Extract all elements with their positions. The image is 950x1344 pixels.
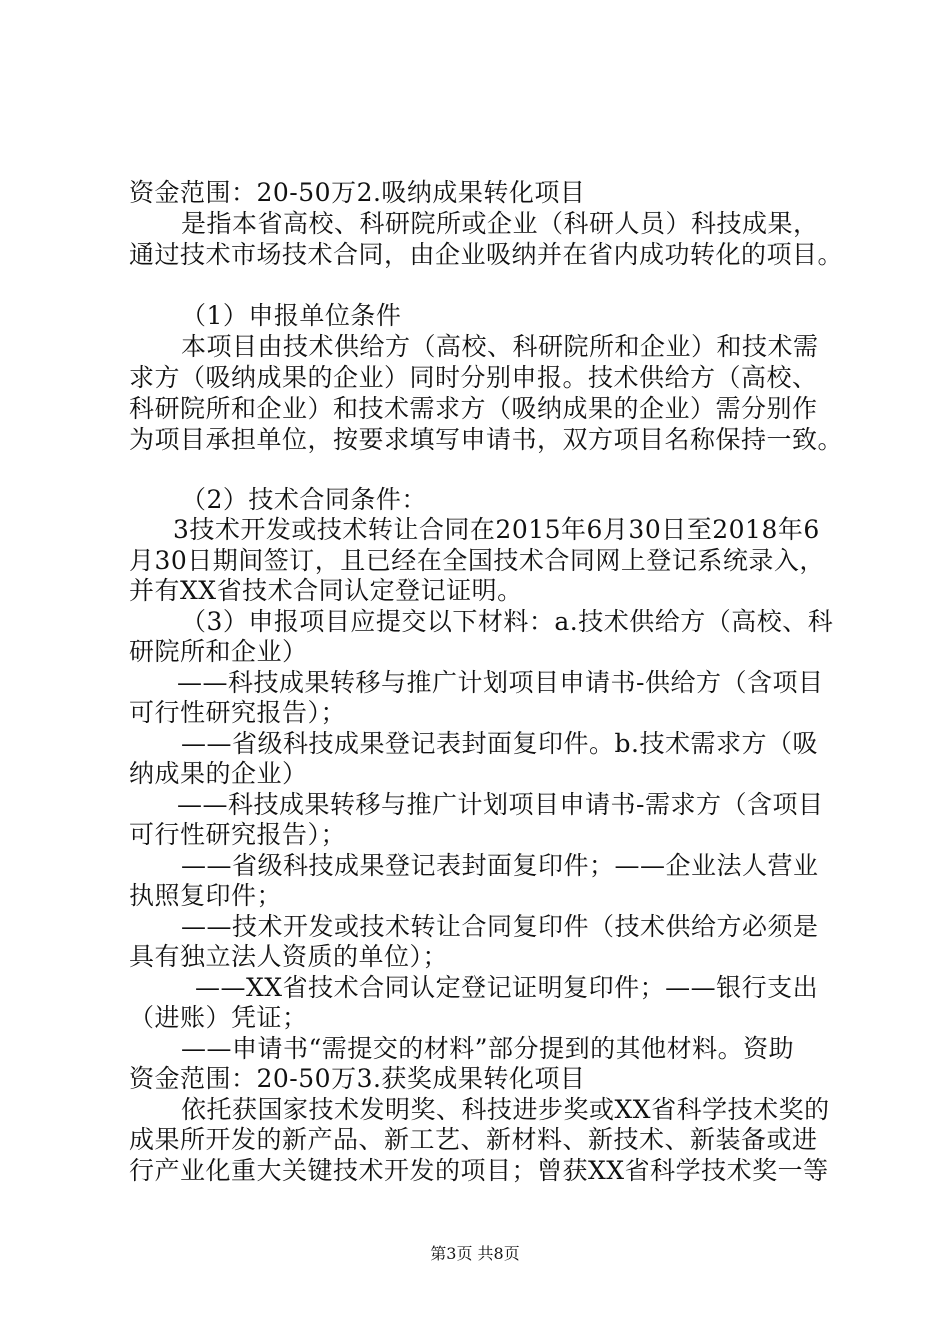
text-line: 可行性研究报告）； xyxy=(129,820,347,849)
text-line: （3）申报项目应提交以下材料：a.技术供给方（高校、科 xyxy=(181,607,834,636)
text-line: （1）申报单位条件 xyxy=(181,301,402,330)
text-line: ——科技成果转移与推广计划项目申请书-需求方（含项目 xyxy=(177,790,824,819)
text-line: 通过技术市场技术合同，由企业吸纳并在省内成功转化的项目。 xyxy=(129,240,844,269)
text-line: ——省级科技成果登记表封面复印件。b.技术需求方（吸 xyxy=(181,729,818,758)
text-line: 具有独立法人资质的单位）； xyxy=(129,942,449,971)
text-line: ——XX省技术合同认定登记证明复印件；——银行支出 xyxy=(195,973,819,1002)
text-line: 月30日期间签订，且已经在全国技术合同网上登记系统录入， xyxy=(129,546,825,575)
text-line: 科研院所和企业）和技术需求方（吸纳成果的企业）需分别作 xyxy=(129,394,818,423)
text-line: 本项目由技术供给方（高校、科研院所和企业）和技术需 xyxy=(181,332,819,361)
page-number: 第3页 共8页 xyxy=(430,1244,520,1263)
text-line: ——申请书“需提交的材料”部分提到的其他材料。资助 xyxy=(181,1034,795,1063)
text-line: 求方（吸纳成果的企业）同时分别申报。技术供给方（高校、 xyxy=(129,363,818,392)
text-line: 纳成果的企业） xyxy=(129,759,308,788)
text-line: 并有XX省技术合同认定登记证明。 xyxy=(129,576,523,605)
text-line: （2）技术合同条件： xyxy=(181,485,427,514)
text-line: （进账）凭证； xyxy=(129,1003,308,1032)
text-line: 行产业化重大关键技术开发的项目；曾获XX省科学技术奖一等 xyxy=(129,1156,829,1185)
text-line: 3技术开发或技术转让合同在2015年6月30日至2018年6 xyxy=(173,515,820,544)
text-line: 资金范围：20-50万2.吸纳成果转化项目 xyxy=(129,178,586,207)
text-line: 成果所开发的新产品、新工艺、新材料、新技术、新装备或进 xyxy=(129,1125,818,1154)
text-line: 执照复印件； xyxy=(129,881,283,910)
text-line: ——科技成果转移与推广计划项目申请书-供给方（含项目 xyxy=(177,668,824,697)
text-line: 为项目承担单位，按要求填写申请书，双方项目名称保持一致。 xyxy=(129,425,844,454)
text-line: ——省级科技成果登记表封面复印件；——企业法人营业 xyxy=(181,851,819,880)
text-line: 可行性研究报告）； xyxy=(129,698,347,727)
text-line: 是指本省高校、科研院所或企业（科研人员）科技成果， xyxy=(181,209,819,238)
text-line: 资金范围：20-50万3.获奖成果转化项目 xyxy=(129,1064,586,1093)
text-line: 研院所和企业） xyxy=(129,637,308,666)
text-line: 依托获国家技术发明奖、科技进步奖或XX省科学技术奖的 xyxy=(181,1095,830,1124)
text-line: ——技术开发或技术转让合同复印件（技术供给方必须是 xyxy=(181,912,819,941)
